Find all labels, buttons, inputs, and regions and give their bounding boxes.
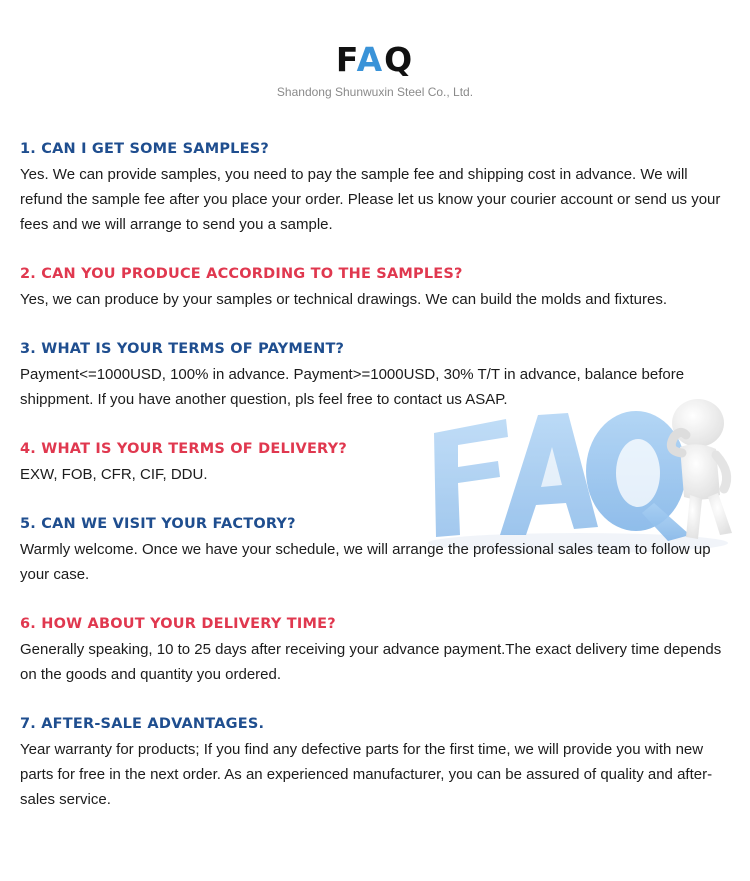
faq-answer: Generally speaking, 10 to 25 days after receiving your advance payment.The exact delivery time depends on the goods and quantity you ordered.: [20, 641, 722, 683]
faq-answer: Yes. We can provide samples, you need to pay the sample fee and shipping cost in advance. We will refund the sample fee after you place your order. Please let us know your courier account or send us your fees and we will arrange to send you a sample.: [20, 166, 721, 233]
faq-question: 1. CAN I GET SOME SAMPLES?: [20, 141, 269, 157]
faq-list: [20, 137, 730, 837]
company-subtitle: Shandong Shunwuxin Steel Co., Ltd.: [276, 85, 474, 99]
page-title: [0, 40, 750, 80]
faq-question: 2. CAN YOU PRODUCE ACCORDING TO THE SAMPLES?: [20, 266, 463, 282]
faq-question: 5. CAN WE VISIT YOUR FACTORY?: [20, 516, 296, 532]
title-letter-a: A: [356, 40, 385, 79]
faq-answer: Yes, we can produce by your samples or technical drawings. We can build the molds and fixtures.: [20, 291, 668, 308]
faq-answer: EXW, FOB, CFR, CIF, DDU.: [20, 466, 208, 483]
faq-item-4: [20, 437, 730, 487]
faq-item-5: [20, 512, 730, 587]
faq-answer: Warmly welcome. Once we have your schedule, we will arrange the professional sales team to follow up your case.: [20, 541, 711, 583]
faq-question: 4. WHAT IS YOUR TERMS OF DELIVERY?: [20, 441, 347, 457]
faq-item-3: [20, 337, 730, 412]
faq-item-2: [20, 262, 730, 312]
title-letter-f: F: [335, 40, 357, 79]
title-letter-q: Q: [384, 40, 415, 79]
faq-item-7: [20, 712, 730, 812]
faq-question: 6. HOW ABOUT YOUR DELIVERY TIME?: [20, 616, 336, 632]
faq-question: 3. WHAT IS YOUR TERMS OF PAYMENT?: [20, 341, 345, 357]
faq-item-6: [20, 612, 730, 687]
faq-item-1: [20, 137, 730, 237]
faq-answer: Year warranty for products; If you find any defective parts for the first time, we will provide you with new parts for free in the next order. As an experienced manufacturer, you can be assured of quality and after-sales service.: [20, 741, 713, 808]
page-header: [0, 40, 750, 100]
faq-question: 7. AFTER-SALE ADVANTAGES.: [20, 716, 265, 732]
faq-answer: Payment<=1000USD, 100% in advance. Payment>=1000USD, 30% T/T in advance, balance before shippment. If you have another question, pls feel free to contact us ASAP.: [20, 366, 685, 408]
